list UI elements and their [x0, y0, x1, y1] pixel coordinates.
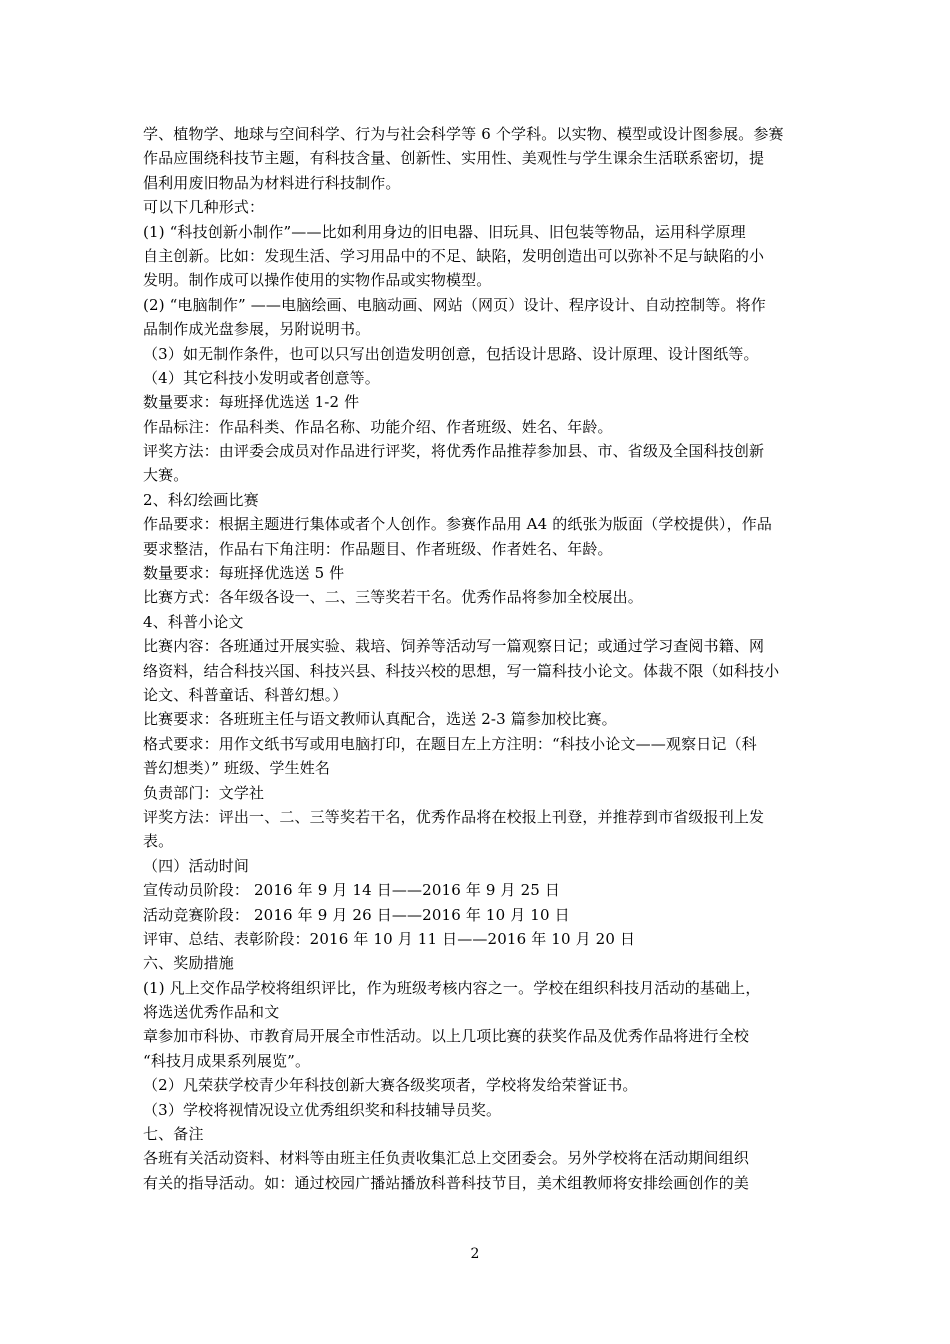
text-line: （4）其它科技小发明或者创意等。 [143, 368, 380, 387]
text-line: 将选送优秀作品和文 [143, 1003, 280, 1022]
text-line: 要求整洁，作品右下角注明：作品题目、作者班级、作者姓名、年龄。 [143, 539, 613, 558]
text-line: 倡利用废旧物品为材料进行科技制作。 [143, 173, 401, 192]
text-line: 数量要求：每班择优选送 5 件 [143, 564, 345, 583]
text-line: (1) 凡上交作品学校将组织评比，作为班级考核内容之一。学校在组织科技月活动的基础上， [143, 978, 761, 997]
text-line: 活动竞赛阶段： 2016 年 9 月 26 日——2016 年 10 月 10 日 [143, 905, 570, 924]
text-line: 六、奖励措施 [143, 954, 234, 973]
text-line: 品制作成光盘参展，另附说明书。 [143, 320, 371, 339]
text-line: （2）凡荣获学校青少年科技创新大赛各级奖项者，学校将发给荣誉证书。 [143, 1076, 638, 1095]
text-line: 自主创新。比如：发现生活、学习用品中的不足、缺陷，发明创造出可以弥补不足与缺陷的小 [143, 246, 765, 265]
text-line: 学、植物学、地球与空间科学、行为与社会科学等 6 个学科。以实物、模型或设计图参展。参赛 [143, 125, 784, 143]
text-line: （3）如无制作条件，也可以只写出创造发明创意，包括设计思路、设计原理、设计图纸等。 [143, 344, 759, 363]
text-line: 评奖方法：由评委会成员对作品进行评奖，将优秀作品推荐参加县、市、省级及全国科技创新 [143, 442, 765, 461]
text-line: “科技月成果系列展览”。 [143, 1051, 311, 1070]
document-body [143, 122, 811, 1195]
text-line: 各班有关活动资料、材料等由班主任负责收集汇总上交团委会。另外学校将在活动期间组织 [143, 1149, 750, 1168]
text-line: 2、科幻绘画比赛 [143, 490, 259, 509]
text-line: 论文、科普童话、科普幻想。） [143, 685, 348, 704]
text-line: (2) “电脑制作” ——电脑绘画、电脑动画、网站（网页）设计、程序设计、自动控制等。将作 [143, 295, 766, 314]
page-number: 2 [470, 1246, 480, 1262]
text-line: 宣传动员阶段： 2016 年 9 月 14 日——2016 年 9 月 25 日 [143, 881, 561, 900]
text-line: 作品应围绕科技节主题，有科技含量、创新性、实用性、美观性与学生课余生活联系密切，提 [143, 149, 765, 168]
text-line: （四）活动时间 [143, 856, 250, 875]
text-line: 作品标注：作品科类、作品名称、功能介绍、作者班级、姓名、年龄。 [143, 417, 613, 436]
text-line: 比赛方式：各年级各设一、二、三等奖若干名。优秀作品将参加全校展出。 [143, 588, 643, 607]
text-line: 比赛内容：各班通过开展实验、栽培、饲养等活动写一篇观察日记；或通过学习查阅书籍、网 [143, 637, 765, 656]
text-line: 发明。制作成可以操作使用的实物作品或实物模型。 [143, 271, 492, 290]
text-line: 格式要求：用作文纸书写或用电脑打印，在题目左上方注明：“科技小论文——观察日记（科 [143, 734, 757, 753]
text-line: 表。 [143, 832, 174, 851]
text-line: 4、科普小论文 [143, 612, 244, 631]
text-line: 络资料，结合科技兴国、科技兴县、科技兴校的思想，写一篇科技小论文。体裁不限（如科技小 [143, 661, 780, 680]
text-line: 大赛。 [143, 466, 189, 485]
text-line: （3）学校将视情况设立优秀组织奖和科技辅导员奖。 [143, 1100, 502, 1119]
text-line: 评审、总结、表彰阶段：2016 年 10 月 11 日——2016 年 10 月 20 日 [143, 929, 636, 948]
text-line: 有关的指导活动。如：通过校园广播站播放科普科技节目，美术组教师将安排绘画创作的美 [143, 1173, 750, 1192]
text-line: 作品要求：根据主题进行集体或者个人创作。参赛作品用 A4 的纸张为版面（学校提供），作品 [143, 515, 773, 534]
text-line: 可以下几种形式： [143, 198, 265, 217]
text-line: 比赛要求：各班班主任与语文教师认真配合，选送 2-3 篇参加校比赛。 [143, 710, 617, 729]
text-line: 评奖方法：评出一、二、三等奖若干名，优秀作品将在校报上刊登，并推荐到市省级报刊上发 [143, 807, 765, 826]
text-line: 普幻想类）” 班级、学生姓名 [143, 759, 331, 778]
text-line: 数量要求：每班择优选送 1-2 件 [143, 393, 360, 412]
text-line: (1) “科技创新小制作”——比如利用身边的旧电器、旧玩具、旧包装等物品，运用科学原理 [143, 222, 746, 241]
text-line: 七、备注 [143, 1125, 204, 1144]
text-line: 章参加市科协、市教育局开展全市性活动。以上几项比赛的获奖作品及优秀作品将进行全校 [143, 1027, 750, 1046]
text-line: 负责部门：文学社 [143, 783, 265, 802]
